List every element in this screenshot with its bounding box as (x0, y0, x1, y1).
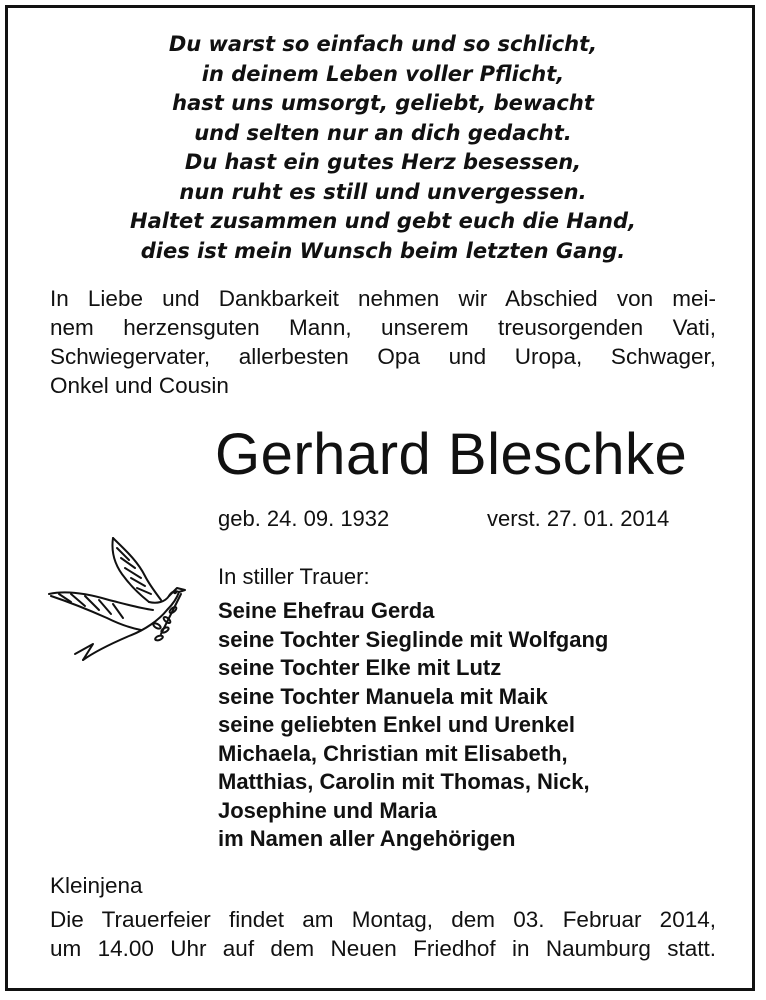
poem-line: Haltet zusammen und gebt euch die Hand, (130, 209, 636, 233)
birth-date: geb. 24. 09. 1932 (218, 506, 390, 531)
mourner-entry: seine Tochter Sieglinde mit Wolfgang (218, 626, 609, 652)
poem-line: und selten nur an dich gedacht. (194, 120, 572, 145)
farewell-intro (50, 284, 716, 400)
place-name: Kleinjena (50, 873, 143, 898)
mourner-entry: Matthias, Carolin mit Thomas, Nick, (218, 769, 590, 794)
mourning-label: In stiller Trauer: (218, 564, 370, 589)
mourner-entry: seine Tochter Manuela mit Maik (218, 683, 548, 709)
funeral-line: um 14.00 Uhr auf dem Neuen Friedhof in Naumburg statt. (50, 936, 716, 961)
intro-line: In Liebe und Dankbarkeit nehmen wir Abschied von mei- (50, 286, 716, 311)
intro-line: Onkel und Cousin (50, 373, 229, 398)
death-date: verst. 27. 01. 2014 (487, 506, 670, 531)
poem-line: dies ist mein Wunsch beim letzten Gang. (140, 238, 626, 263)
poem-line: nun ruht es still und unvergessen. (179, 179, 587, 204)
intro-line: Schwiegervater, allerbesten Opa und Uropa, Schwager, (50, 344, 716, 369)
memorial-poem (0, 30, 766, 266)
mourner-entry: Seine Ehefrau Gerda (218, 598, 435, 623)
poem-line: Du hast ein gutes Herz besessen, (184, 150, 582, 174)
funeral-line: Die Trauerfeier findet am Montag, dem 03. Februar 2014, (50, 907, 716, 932)
mourner-entry: Josephine und Maria (218, 797, 437, 823)
mourner-entry: seine geliebten Enkel und Urenkel (218, 712, 575, 737)
poem-line: Du warst so einfach und so schlicht, (168, 32, 598, 56)
dove-with-olive-branch-icon (45, 530, 205, 670)
deceased-name: Gerhard Bleschke (215, 422, 688, 487)
poem-line: in deinem Leben voller Pflicht, (201, 61, 565, 86)
mourner-entry: seine Tochter Elke mit Lutz (218, 655, 502, 680)
mourners-list (218, 597, 608, 854)
mourner-entry: im Namen aller Angehörigen (218, 826, 516, 851)
mourner-entry: Michaela, Christian mit Elisabeth, (218, 740, 568, 766)
poem-line: hast uns umsorgt, geliebt, bewacht (172, 91, 594, 115)
intro-line: nem herzensguten Mann, unserem treusorgenden Vati, (50, 315, 716, 340)
funeral-info (50, 905, 716, 963)
